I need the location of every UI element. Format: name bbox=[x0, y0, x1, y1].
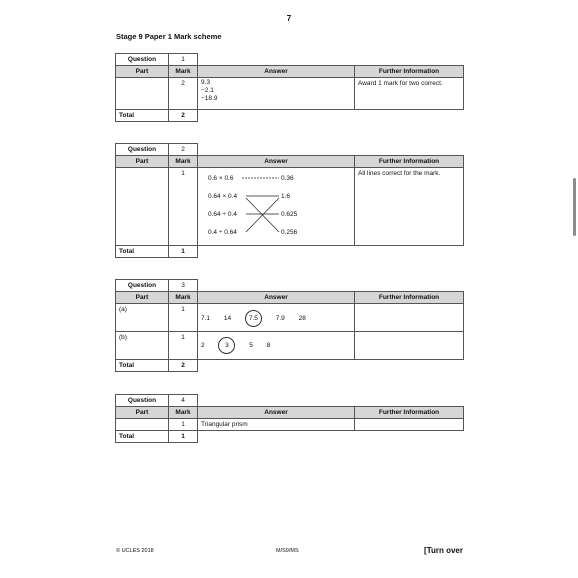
answer-header: Answer bbox=[198, 292, 355, 304]
sequence-value: 14 bbox=[223, 315, 232, 322]
question-number: 3 bbox=[169, 280, 198, 292]
circled-answer: 7.5 bbox=[245, 310, 262, 327]
question-3-table bbox=[115, 279, 464, 372]
answer-line: −2.1 bbox=[201, 87, 214, 94]
document-code: M/S9/MS bbox=[276, 548, 299, 554]
total-value: 2 bbox=[169, 360, 198, 372]
further-info-header: Further Information bbox=[355, 66, 464, 78]
answer-line: 9.3 bbox=[201, 79, 211, 86]
question-label: Question bbox=[116, 395, 169, 407]
total-label: Total bbox=[116, 246, 169, 258]
right-value: 0.625 bbox=[281, 211, 298, 218]
answer-cell bbox=[198, 78, 355, 110]
further-info: All lines correct for the mark. bbox=[355, 168, 464, 246]
mark-header: Mark bbox=[169, 156, 198, 168]
total-value: 2 bbox=[169, 110, 198, 122]
right-value: 0.256 bbox=[281, 229, 298, 236]
answer-header: Answer bbox=[198, 407, 355, 419]
mark-header: Mark bbox=[169, 66, 198, 78]
part-header: Part bbox=[116, 66, 169, 78]
matching-diagram bbox=[198, 168, 355, 242]
total-value: 1 bbox=[169, 246, 198, 258]
mark-value: 1 bbox=[169, 168, 198, 246]
total-value: 1 bbox=[169, 431, 198, 443]
question-label: Question bbox=[116, 54, 169, 66]
left-expression: 0.4 ÷ 0.64 bbox=[208, 229, 237, 236]
sequence-value: 7.1 bbox=[201, 315, 211, 322]
sequence-value: 28 bbox=[298, 315, 306, 322]
sequence-value: 2 bbox=[201, 342, 205, 349]
mark-value: 2 bbox=[169, 78, 198, 110]
total-label: Total bbox=[116, 360, 169, 372]
circled-answer: 3 bbox=[218, 337, 235, 354]
turn-over-label: [Turn over bbox=[424, 546, 463, 555]
question-1-table bbox=[115, 53, 464, 122]
copyright-footer: © UCLES 2018 bbox=[116, 548, 154, 554]
scrollbar-thumb[interactable] bbox=[573, 178, 576, 236]
answer-line: −18.9 bbox=[201, 95, 218, 102]
question-number: 1 bbox=[169, 54, 198, 66]
mark-value: 1 bbox=[169, 304, 198, 332]
part-label: (b) bbox=[116, 332, 169, 360]
total-label: Total bbox=[116, 431, 169, 443]
mark-value: 1 bbox=[169, 332, 198, 360]
question-label: Question bbox=[116, 280, 169, 292]
mark-header: Mark bbox=[169, 292, 198, 304]
part-header: Part bbox=[116, 407, 169, 419]
further-info: Award 1 mark for two correct. bbox=[355, 78, 464, 110]
page-number: 7 bbox=[286, 14, 292, 23]
answer-header: Answer bbox=[198, 66, 355, 78]
left-expression: 0.64 ÷ 0.4 bbox=[208, 211, 237, 218]
answer-sequence bbox=[198, 304, 355, 332]
part-header: Part bbox=[116, 156, 169, 168]
answer-header: Answer bbox=[198, 156, 355, 168]
page-title: Stage 9 Paper 1 Mark scheme bbox=[116, 32, 222, 41]
question-number: 4 bbox=[169, 395, 198, 407]
mark-header: Mark bbox=[169, 407, 198, 419]
sequence-value: 5 bbox=[249, 342, 253, 349]
question-number: 2 bbox=[169, 144, 198, 156]
right-value: 1.6 bbox=[281, 193, 291, 200]
part-label: (a) bbox=[116, 304, 169, 332]
left-expression: 0.64 × 0.4 bbox=[208, 193, 238, 200]
question-label: Question bbox=[116, 144, 169, 156]
part-header: Part bbox=[116, 292, 169, 304]
further-info-header: Further Information bbox=[355, 407, 464, 419]
left-expression: 0.6 × 0.6 bbox=[208, 175, 234, 182]
right-value: 0.36 bbox=[281, 175, 294, 182]
total-label: Total bbox=[116, 110, 169, 122]
answer-text: Triangular prism bbox=[198, 419, 355, 431]
matching-answer bbox=[198, 168, 355, 246]
question-4-table bbox=[115, 394, 464, 443]
sequence-value: 7.9 bbox=[275, 315, 285, 322]
answer-sequence bbox=[198, 332, 355, 360]
mark-value: 1 bbox=[169, 419, 198, 431]
further-info-header: Further Information bbox=[355, 156, 464, 168]
sequence-value: 8 bbox=[266, 342, 271, 349]
further-info-header: Further Information bbox=[355, 292, 464, 304]
question-2-table bbox=[115, 143, 464, 258]
